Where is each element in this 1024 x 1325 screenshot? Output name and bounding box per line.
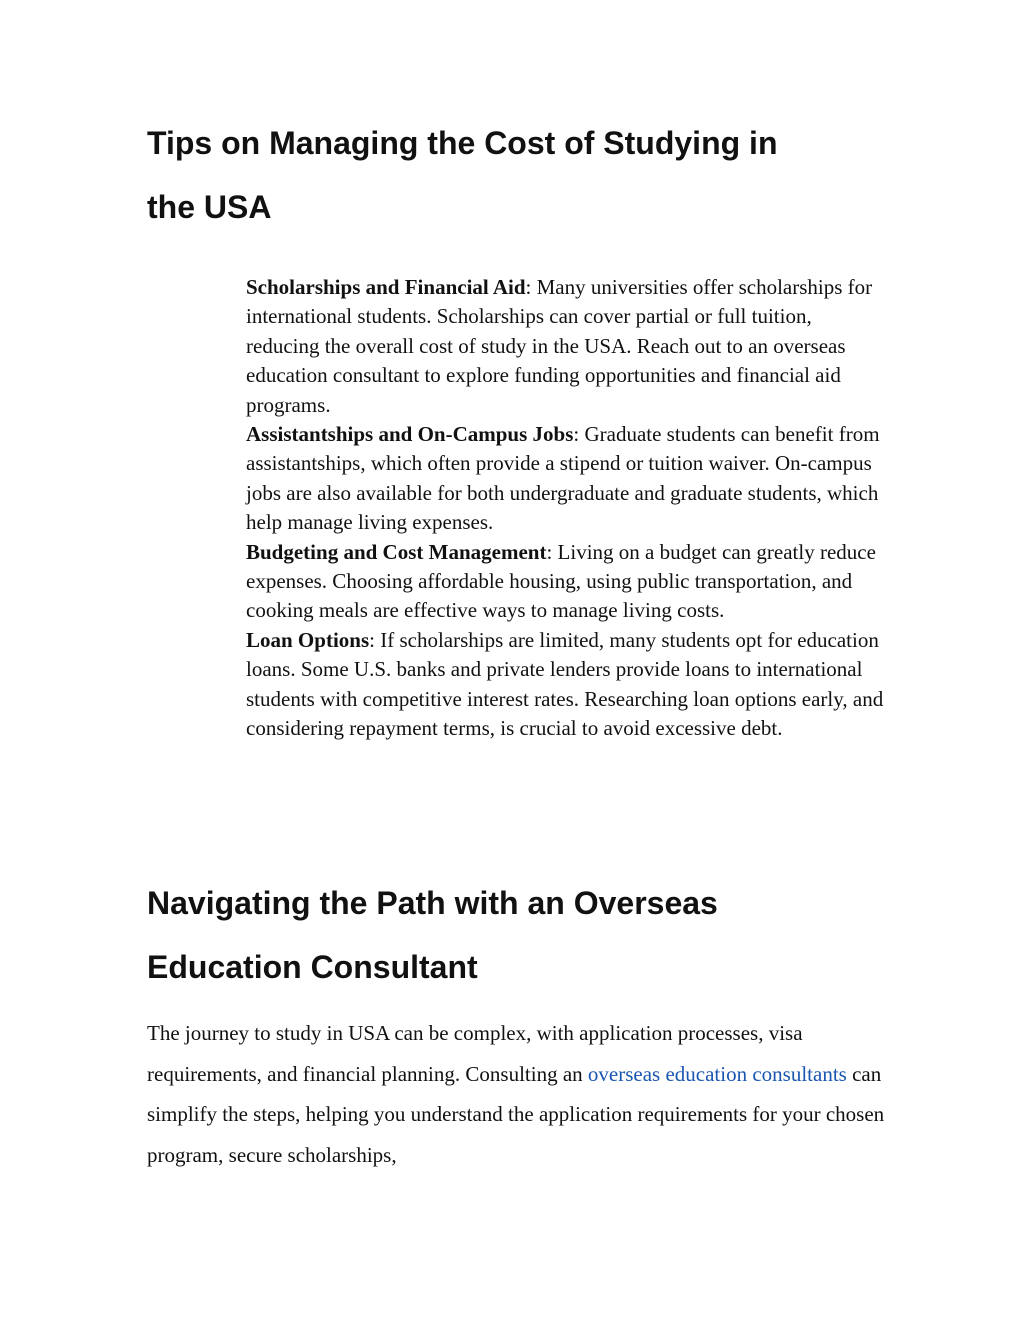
tip-budgeting	[246, 538, 886, 626]
consultant-paragraph	[147, 1013, 887, 1175]
cost-tips-list	[246, 273, 886, 744]
paragraph-text-start: The journey to study in USA can be complex, with application processes, visa requirements, and financial planning. Consulting an	[147, 1021, 803, 1086]
tip-loans	[246, 626, 886, 744]
tip-scholarships	[246, 273, 886, 420]
tip-term: Scholarships and Financial Aid	[246, 275, 526, 299]
tip-text: : Living on a budget can greatly reduce expenses. Choosing affordable housing, using public transportation, and cooking meals are effective ways to manage living costs.	[246, 539, 876, 623]
tip-text: : If scholarships are limited, many students opt for education loans. Some U.S. banks and private lenders provide loans to international students with competitive interest rates. Researching loan options early, and considering repayment terms, is crucial to avoid excessive debt.	[246, 627, 884, 741]
heading-line-2: the USA	[147, 189, 272, 225]
tip-assistantships	[246, 420, 886, 538]
section-heading-cost-tips	[147, 111, 887, 239]
paragraph-text-end: can simplify the steps, helping you understand the application requirements for your chosen program, secure scholarships,	[147, 1061, 885, 1167]
heading-line-2: Education Consultant	[147, 949, 478, 985]
heading-line-1: Navigating the Path with an Overseas	[147, 885, 718, 921]
heading-line-1: Tips on Managing the Cost of Studying in	[147, 125, 778, 161]
tip-text: : Graduate students can benefit from assistantships, which often provide a stipend or tuition waiver. On-campus jobs are also available for both undergraduate and graduate students, which help manage living expenses.	[246, 422, 880, 535]
tip-term: Budgeting and Cost Management	[246, 539, 547, 564]
overseas-consultants-link[interactable]: overseas education consultants	[587, 1061, 847, 1086]
tip-term: Loan Options	[246, 627, 370, 652]
tip-text: : Many universities offer scholarships for international students. Scholarships can cover partial or full tuition, reducing the overall cost of study in the USA. Reach out to an overseas education consultant to explore funding opportunities and financial aid programs.	[246, 275, 873, 417]
tip-term: Assistantships and On-Campus Jobs	[246, 422, 574, 447]
section-heading-consultant	[147, 871, 887, 999]
